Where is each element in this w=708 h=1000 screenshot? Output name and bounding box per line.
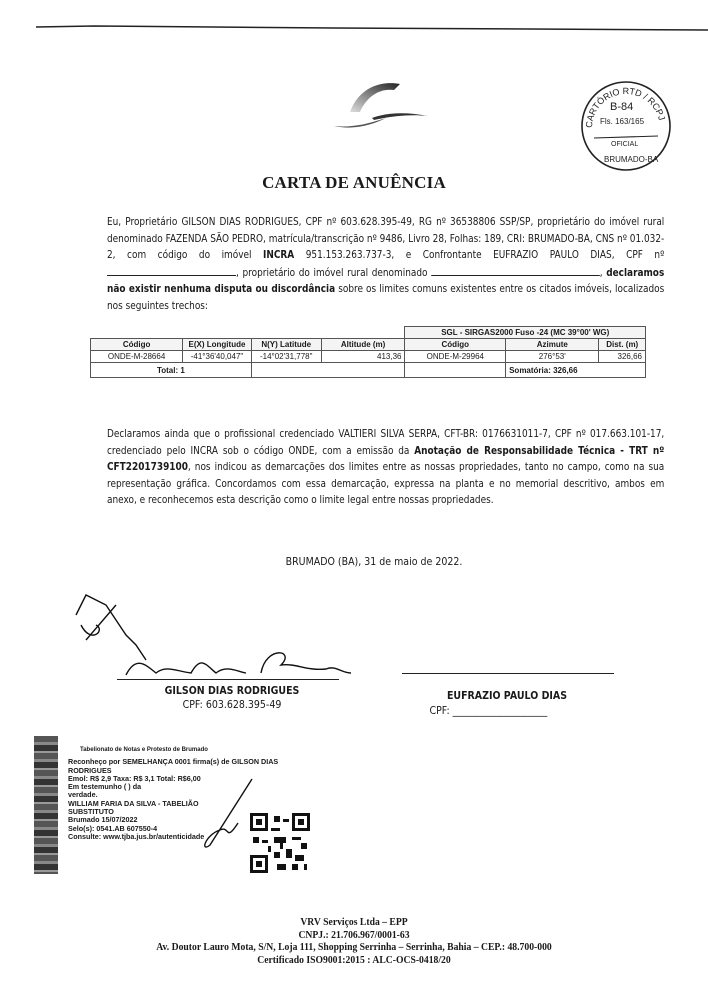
notary-line: Em testemunho ( ) da <box>68 782 142 792</box>
notary-line: Reconheço por SEMELHANÇA 0001 firma(s) de GILSON DIAS <box>68 757 279 767</box>
cell: ONDE-M-28664 <box>91 351 183 363</box>
para1-text: 951.153.263.737-3, e Confrontante EUFRAZIO PAULO DIAS, CPF nº <box>294 249 665 261</box>
para2-text: , nos indicou as demarcações dos limites entre as nossas propriedades, tanto no campo, como na sua representação gráfica. Concordamos com essa demarcação, expressa na planta e no memorial descritivo, ambos em anexo, e reconhecemos esta descrição como o limite legal entre nossas propriedades. <box>107 461 665 506</box>
notary-line: Emol: R$ 2,9 Taxa: R$ 3,1 Total: R$6,00 <box>68 773 201 783</box>
footer-line: Av. Doutor Lauro Mota, S/N, Loja 111, Shopping Serrinha – Serrinha, Bahia – CEP.: 48.700-000 <box>156 942 552 953</box>
boundary-table <box>90 326 646 388</box>
col-header: E(X) Longitude <box>183 339 252 351</box>
scan-edge-line <box>34 24 708 32</box>
para1-text: , proprietário do imóvel rural denominado <box>236 266 432 279</box>
notary-line: RODRIGUES <box>68 765 112 775</box>
col-header: Azimute <box>506 339 599 351</box>
notary-line: Consulte: www.tjba.jus.br/autenticidade <box>68 831 205 841</box>
col-header: Código <box>91 339 183 351</box>
table-row <box>91 351 646 363</box>
footer-line: CNPJ.: 21.706.967/0001-63 <box>298 929 410 941</box>
art-bold: Anotação de Responsabilidade Técnica - TRT nº CFT2201739100 <box>107 444 665 473</box>
group-header: SGL - SIRGAS2000 Fuso -24 (MC 39°00' WG) <box>405 327 646 339</box>
cell: -41°36'40,047" <box>183 351 252 363</box>
footer-line: VRV Serviços Ltda – EPP <box>300 917 408 928</box>
notary-header: Tabelionato de Notas e Protesto de Brumado <box>80 747 208 753</box>
col-header: Dist. (m) <box>599 339 646 351</box>
signature-line <box>117 679 339 680</box>
cell: ONDE-M-29964 <box>405 351 506 363</box>
notary-line: WILLIAM FARIA DA SILVA - TABELIÃO <box>68 798 199 808</box>
para1-text: Eu, Proprietário GILSON DIAS RODRIGUES, CPF nº 603.628.395-49, RG nº 36538806 SSP/SP, proprietário do imóvel rural denominado FAZENDA SÃO PEDRO, matrícula/transcrição nº 9486, Livro 28, Folhas: 189, CRI: BRUMADO-BA, CNS nº 01.032-2, com código do imóvel <box>107 216 665 261</box>
stamp-city: BRUMADO-BA <box>604 155 659 164</box>
signatory-cpf: CPF: ____________________ <box>429 705 548 717</box>
notary-line: verdade. <box>68 790 98 800</box>
notary-line: Brumado 15/07/2022 <box>68 815 138 825</box>
para1-text: sobre os limites comuns existentes entre os citados imóveis, localizados nos seguintes trechos: <box>107 283 665 312</box>
notary-signature <box>180 775 260 855</box>
company-logo <box>328 76 438 156</box>
notary-seal-strip <box>34 736 58 874</box>
signature-gilson <box>66 585 356 685</box>
declaration-bold: declaramos não existir nenhuma disputa ou discordância <box>107 266 665 295</box>
cpf-blank <box>107 264 236 276</box>
stamp-folio: Fls. 163/165 <box>600 117 645 126</box>
qr-code-icon <box>250 813 310 873</box>
cell: 413,36 <box>321 351 405 363</box>
cell: 276°53' <box>506 351 599 363</box>
footer-line: Certificado ISO9001:2015 : ALC-OCS-0418/20 <box>257 954 451 966</box>
cell: 326,66 <box>599 351 646 363</box>
stamp-book: B-84 <box>610 101 634 113</box>
signature-line <box>402 673 614 674</box>
professional-paragraph <box>107 426 664 509</box>
notary-line: SUBSTITUTO <box>68 807 114 817</box>
property-name-blank <box>431 264 600 276</box>
signatory-name: GILSON DIAS RODRIGUES <box>164 685 300 697</box>
total-cell: Total: 1 <box>91 363 252 378</box>
col-header: N(Y) Latitude <box>251 339 321 351</box>
registry-stamp <box>578 78 674 174</box>
somatoria-cell: Somatória: 326,66 <box>506 363 646 378</box>
col-header: Código <box>405 339 506 351</box>
para1-text: , <box>599 266 607 279</box>
date-line: BRUMADO (BA), 31 de maio de 2022. <box>285 556 463 568</box>
cell: -14°02'31,778" <box>251 351 321 363</box>
declaration-paragraph <box>107 214 664 314</box>
para2-text: Declaramos ainda que o profissional credenciado VALTIERI SILVA SERPA, CFT-BR: 0176631011-7, CPF nº 017.663.101-17, credenciado pelo INCRA sob o código ONDE, com a emissão da <box>107 428 665 457</box>
stamp-ring-text: CARTÓRIO RTD / RCPJ <box>583 85 667 129</box>
signatory-cpf: CPF: 603.628.395-49 <box>182 699 282 711</box>
document-title: CARTA DE ANUÊNCIA <box>262 173 446 192</box>
col-header: Altitude (m) <box>321 339 405 351</box>
incra-label: INCRA <box>263 249 295 261</box>
notary-line: Selo(s): 0541.AB 607550-4 <box>68 823 158 833</box>
stamp-label: OFICIAL <box>611 141 639 148</box>
signatory-name: EUFRAZIO PAULO DIAS <box>446 690 568 702</box>
company-footer <box>0 917 708 967</box>
